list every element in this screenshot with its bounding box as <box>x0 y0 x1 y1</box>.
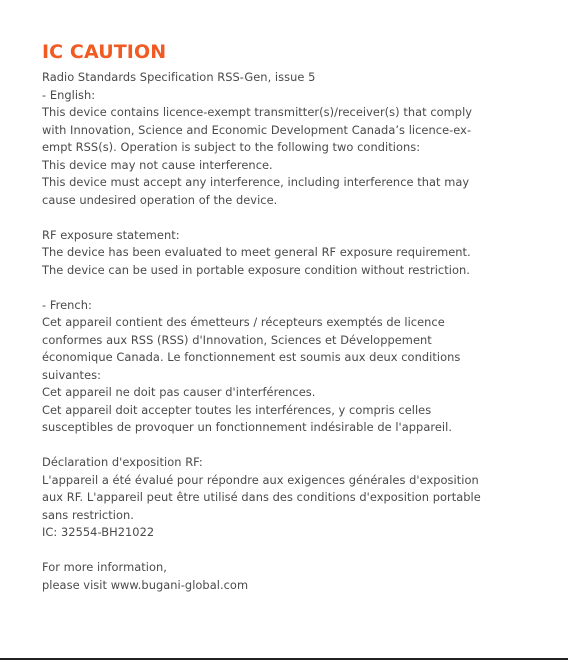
rf-exposure-heading: RF exposure statement: <box>42 227 180 242</box>
english-condition-2: This device must accept any interference, including interference that may <box>42 175 470 189</box>
english-condition-1: This device may not cause interference. <box>42 157 273 172</box>
rf-exposure-section <box>42 227 542 280</box>
rf-declaration-heading: Déclaration d'exposition RF: <box>42 455 203 469</box>
page-title: IC CAUTION <box>42 41 167 63</box>
french-condition-2-cont: susceptibles de provoquer un fonctionnement indésirable de l'appareil. <box>42 420 452 434</box>
french-section <box>42 297 542 437</box>
english-text-line: with Innovation, Science and Economic Development Canada’s licence-ex- <box>42 122 472 137</box>
more-info-line: For more information, <box>42 560 167 574</box>
bottom-divider <box>0 658 568 660</box>
french-text-line: conformes aux RSS (RSS) d'Innovation, Sciences et Développement <box>42 332 432 347</box>
section-gap <box>42 437 542 455</box>
document-body <box>42 69 542 594</box>
french-condition-1: Cet appareil ne doit pas causer d'interférences. <box>42 385 316 399</box>
rf-exposure-text-line: The device has been evaluated to meet general RF exposure requirement. <box>42 245 471 259</box>
french-text-line: suivantes: <box>42 367 102 382</box>
rf-declaration-text-line: L'appareil a été évalué pour répondre aux exigences générales d'exposition <box>42 472 479 487</box>
english-text-line: empt RSS(s). Operation is subject to the following two conditions: <box>42 140 421 154</box>
english-condition-2-cont: cause undesired operation of the device. <box>42 192 278 207</box>
section-gap <box>42 279 542 297</box>
rf-declaration-section <box>42 454 542 542</box>
more-info-section <box>42 559 542 594</box>
english-text-line: This device contains licence-exempt transmitter(s)/receiver(s) that comply <box>42 105 473 119</box>
ic-number: IC: 32554-BH21022 <box>42 525 155 539</box>
rss-gen-line: Radio Standards Specification RSS-Gen, issue 5 <box>42 70 316 84</box>
rf-declaration-text-line: sans restriction. <box>42 507 134 522</box>
french-condition-2: Cet appareil doit accepter toutes les interférences, y compris celles <box>42 402 432 417</box>
section-gap <box>42 209 542 227</box>
french-label: - French: <box>42 297 92 312</box>
section-gap <box>42 542 542 560</box>
rf-exposure-text-line: The device can be used in portable exposure condition without restriction. <box>42 262 470 277</box>
english-section <box>42 69 542 209</box>
french-text-line: Cet appareil contient des émetteurs / récepteurs exemptés de licence <box>42 315 445 329</box>
french-text-line: économique Canada. Le fonctionnement est soumis aux deux conditions <box>42 350 461 364</box>
english-label: - English: <box>42 87 96 102</box>
rf-declaration-text-line: aux RF. L'appareil peut être utilisé dans des conditions d'exposition portable <box>42 490 481 504</box>
website-line: please visit www.bugani-global.com <box>42 577 249 592</box>
